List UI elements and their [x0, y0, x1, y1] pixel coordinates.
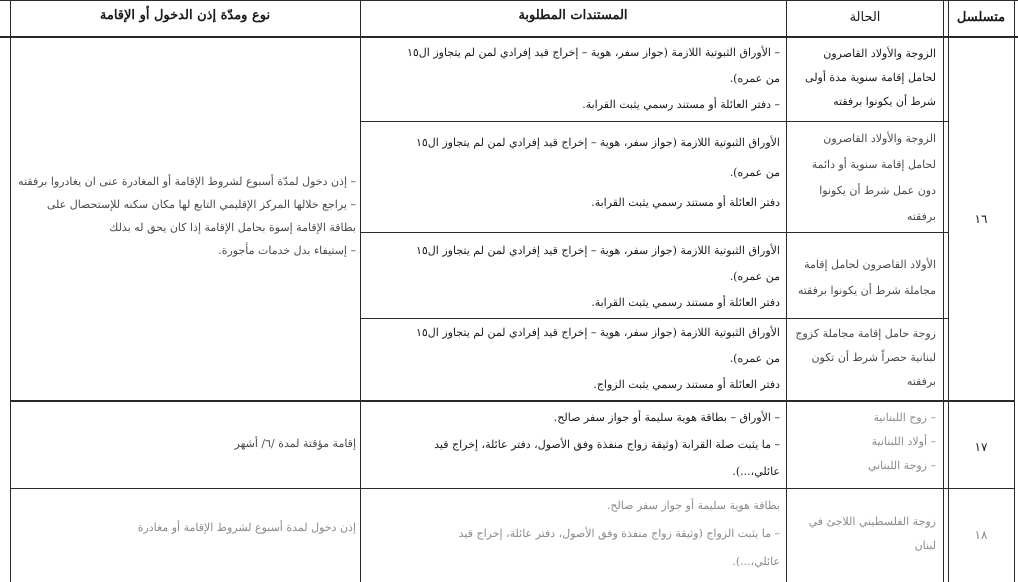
- doc-line: – الأوراق – بطاقة هوية سليمة أو جواز سفر صالح.: [553, 411, 780, 424]
- docs-16c: [366, 238, 780, 316]
- docs-17: [366, 404, 780, 485]
- entry-line: إقامة مؤقتة لمدة /٦/ أشهر: [234, 437, 356, 450]
- doc-line: من عمره).: [729, 270, 780, 283]
- header-documents: المستندات المطلوبة: [518, 8, 628, 23]
- doc-line: الأوراق الثبوتية اللازمة (جواز سفر، هوية – إخراج قيد إفرادي لمن لم يتجاوز ال١٥: [415, 136, 780, 149]
- status-line: لبنان: [914, 539, 936, 552]
- doc-line: بطاقة هوية سليمة أو جواز سفر صالح.: [606, 499, 780, 512]
- doc-line: – الأوراق الثبوتية اللازمة (جواز سفر، هوية – إخراج قيد إفرادي لمن لم يتجاوز ال١٥: [406, 46, 780, 59]
- status-line: شرط أن يكونوا برفقته: [833, 95, 936, 108]
- header-status: الحالة: [849, 10, 881, 25]
- doc-line: دفتر العائلة أو مستند رسمي يثبت القرابة.: [591, 196, 780, 209]
- doc-line: دفتر العائلة أو مستند رسمي يثبت القرابة.: [591, 296, 780, 309]
- doc-line: دفتر العائلة أو مستند رسمي يثبت الزواج.: [593, 378, 780, 391]
- status-line: الأولاد القاصرون لحامل إقامة: [804, 258, 936, 271]
- entry-16: [14, 170, 356, 262]
- doc-line: – ما يثبت صلة القرابة (وثيقة زواج منفذة وفق الأصول، دفتر عائلة، إخراج قيد: [434, 438, 780, 451]
- status-line: لبنانية حصراً شرط أن تكون: [811, 351, 936, 364]
- entry-line: – إستيفاء بدل خدمات مأجورة.: [218, 244, 356, 257]
- status-line: – زوج اللبنانية: [873, 411, 936, 424]
- doc-line: من عمره).: [729, 352, 780, 365]
- status-line: زوجة حامل إقامة مجاملة كزوج: [795, 327, 936, 340]
- status-line: – أولاد اللبنانية: [871, 435, 936, 448]
- docs-18: [366, 492, 780, 576]
- status-16b: [790, 126, 936, 230]
- entry-18: [14, 516, 356, 540]
- doc-line: عائلي،...).: [732, 465, 780, 478]
- status-line: لحامل إقامة سنوية أو دائمة: [811, 158, 936, 171]
- serial-16: ١٦: [974, 212, 988, 226]
- entry-line: إذن دخول لمدة أسبوع لشروط الإقامة أو مغادرة: [137, 521, 356, 534]
- status-16d: [790, 322, 936, 394]
- status-line: الزوجة والأولاد القاصرون: [823, 132, 936, 145]
- doc-line: من عمره).: [729, 72, 780, 85]
- status-line: – زوجة اللبناني: [867, 459, 936, 472]
- entry-17: [14, 432, 356, 456]
- doc-line: عائلي،...).: [732, 555, 780, 568]
- status-16c: [790, 252, 936, 304]
- status-line: برفقته: [906, 210, 936, 223]
- status-line: برفقته: [906, 375, 936, 388]
- status-17: [790, 406, 936, 478]
- doc-line: من عمره).: [729, 166, 780, 179]
- header-serial: متسلسل: [956, 10, 1006, 25]
- entry-line: بطاقة الإقامة إسوة بحامل الإقامة إذا كان يحق له بذلك: [109, 221, 356, 234]
- serial-17: ١٧: [974, 440, 988, 454]
- status-line: مجاملة شرط أن يكونوا برفقته: [797, 284, 936, 297]
- serial-18: ١٨: [974, 528, 988, 542]
- status-line: الزوجة والأولاد القاصرون: [823, 47, 936, 60]
- docs-16a: [366, 40, 780, 118]
- doc-line: الأوراق الثبوتية اللازمة (جواز سفر، هوية – إخراج قيد إفرادي لمن لم يتجاوز ال١٥: [415, 244, 780, 257]
- status-16a: [790, 42, 936, 114]
- entry-line: – يراجع خلالها المركز الإقليمي التابع لها مكان سكنه للإستحصال على: [46, 198, 356, 211]
- entry-line: – إذن دخول لمدّة أسبوع لشروط الإقامة أو المغادرة عنى ان يغادروا برفقته: [18, 175, 356, 188]
- doc-line: الأوراق الثبوتية اللازمة (جواز سفر، هوية – إخراج قيد إفرادي لمن لم يتجاوز ال١٥: [415, 326, 780, 339]
- docs-16d: [366, 320, 780, 398]
- doc-line: – دفتر العائلة أو مستند رسمي يثبت القرابة.: [582, 98, 780, 111]
- docs-16b: [366, 128, 780, 218]
- doc-line: – ما يثبت الزواج (وثيقة زواج منفذة وفق الأصول، دفتر عائلة، إخراج قيد: [458, 527, 780, 540]
- status-line: لحامل إقامة سنوية مدة أولى: [805, 71, 936, 84]
- header-entry-type: نوع ومدّة إذن الدخول أو الإقامة: [99, 8, 271, 23]
- status-18: [790, 510, 936, 558]
- status-line: دون عمل شرط أن يكونوا: [819, 184, 936, 197]
- status-line: زوجة الفلسطيني اللاجئ في: [808, 515, 936, 528]
